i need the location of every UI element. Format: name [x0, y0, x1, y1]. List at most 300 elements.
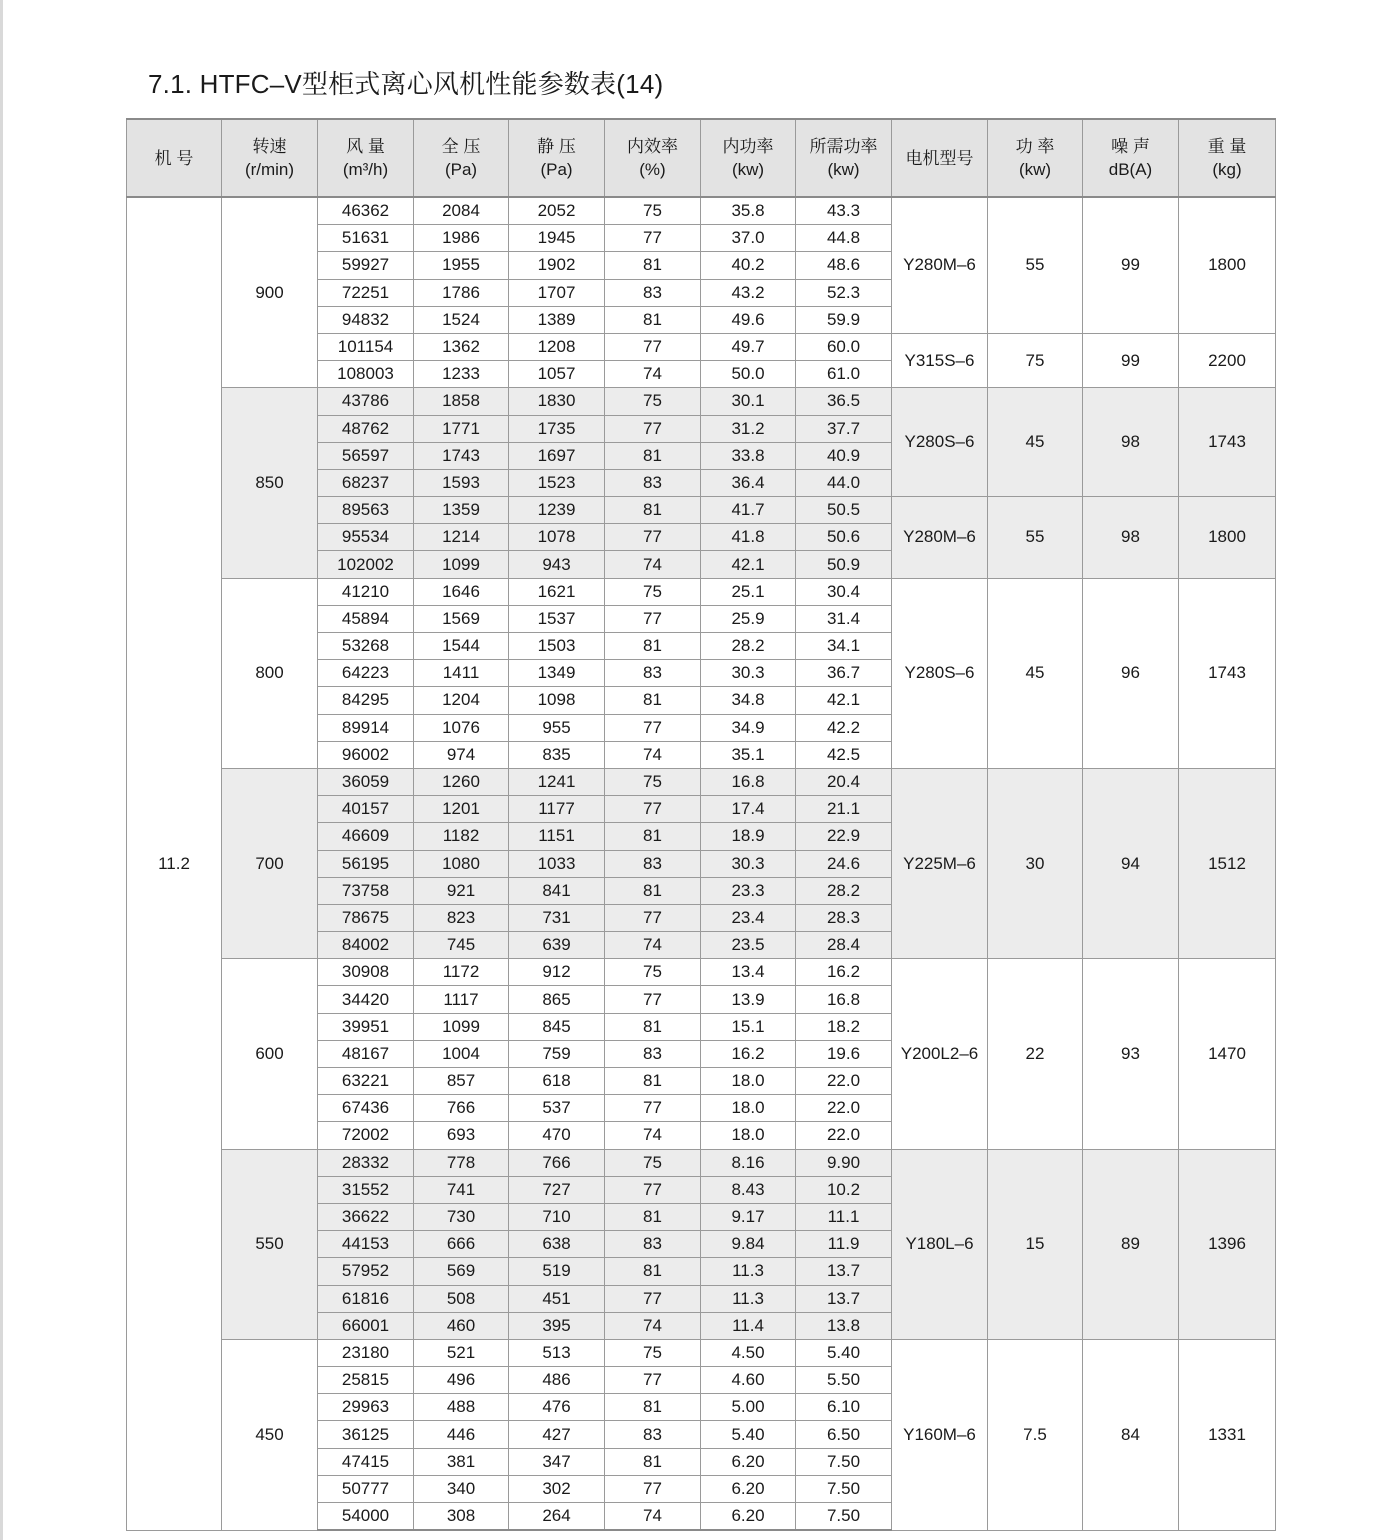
weight-cell: 1743 [1179, 578, 1276, 768]
header-unit: (kg) [1212, 160, 1242, 179]
header-unit: (m³/h) [342, 160, 389, 179]
header-label: 静 压 [537, 137, 576, 156]
speed-cell: 600 [222, 959, 318, 1149]
total-pressure-cell: 730 [414, 1203, 509, 1230]
header-internal-efficiency [605, 119, 701, 197]
required-power-cell: 11.1 [796, 1203, 892, 1230]
total-pressure-cell: 1076 [414, 714, 509, 741]
weight-cell: 1470 [1179, 959, 1276, 1149]
required-power-cell: 22.0 [796, 1095, 892, 1122]
required-power-cell: 37.7 [796, 415, 892, 442]
internal-efficiency-cell: 77 [605, 1095, 701, 1122]
internal-power-cell: 6.20 [701, 1448, 796, 1475]
header-static-pressure [509, 119, 605, 197]
header-label: 全 压 [441, 137, 481, 156]
motor-model-cell: Y315S–6 [892, 333, 988, 387]
internal-power-cell: 11.4 [701, 1312, 796, 1339]
motor-power-cell: 22 [988, 959, 1083, 1149]
internal-efficiency-cell: 77 [605, 415, 701, 442]
required-power-cell: 42.5 [796, 741, 892, 768]
speed-cell: 450 [222, 1339, 318, 1530]
required-power-cell: 24.6 [796, 850, 892, 877]
total-pressure-cell: 446 [414, 1421, 509, 1448]
internal-power-cell: 30.1 [701, 388, 796, 415]
internal-power-cell: 50.0 [701, 361, 796, 388]
total-pressure-cell: 823 [414, 904, 509, 931]
total-pressure-cell: 488 [414, 1394, 509, 1421]
airflow-cell: 43786 [318, 388, 414, 415]
total-pressure-cell: 308 [414, 1503, 509, 1531]
table-row [127, 197, 1276, 225]
total-pressure-cell: 1172 [414, 959, 509, 986]
page-left-edge [0, 0, 3, 1540]
motor-model-cell: Y200L2–6 [892, 959, 988, 1149]
internal-efficiency-cell: 77 [605, 1367, 701, 1394]
total-pressure-cell: 1544 [414, 633, 509, 660]
internal-efficiency-cell: 81 [605, 1068, 701, 1095]
required-power-cell: 22.0 [796, 1122, 892, 1149]
airflow-cell: 57952 [318, 1258, 414, 1285]
header-label: 转速 [252, 137, 287, 156]
static-pressure-cell: 451 [509, 1285, 605, 1312]
motor-power-cell: 45 [988, 388, 1083, 497]
static-pressure-cell: 519 [509, 1258, 605, 1285]
static-pressure-cell: 470 [509, 1122, 605, 1149]
internal-power-cell: 11.3 [701, 1258, 796, 1285]
header-unit: (%) [639, 160, 666, 179]
weight-cell: 1800 [1179, 197, 1276, 333]
required-power-cell: 18.2 [796, 1013, 892, 1040]
internal-efficiency-cell: 77 [605, 904, 701, 931]
required-power-cell: 20.4 [796, 768, 892, 795]
internal-power-cell: 30.3 [701, 660, 796, 687]
static-pressure-cell: 427 [509, 1421, 605, 1448]
internal-efficiency-cell: 77 [605, 1176, 701, 1203]
static-pressure-cell: 766 [509, 1149, 605, 1176]
airflow-cell: 44153 [318, 1231, 414, 1258]
weight-cell: 1743 [1179, 388, 1276, 497]
static-pressure-cell: 1208 [509, 333, 605, 360]
internal-efficiency-cell: 81 [605, 823, 701, 850]
header-unit: (kw) [731, 160, 765, 179]
internal-power-cell: 35.1 [701, 741, 796, 768]
internal-power-cell: 18.0 [701, 1095, 796, 1122]
total-pressure-cell: 1233 [414, 361, 509, 388]
total-pressure-cell: 1955 [414, 252, 509, 279]
airflow-cell: 53268 [318, 633, 414, 660]
header-label: 内功率 [722, 137, 774, 156]
total-pressure-cell: 857 [414, 1068, 509, 1095]
required-power-cell: 7.50 [796, 1475, 892, 1502]
airflow-cell: 73758 [318, 877, 414, 904]
header-motor-power [988, 119, 1083, 197]
motor-model-cell: Y280M–6 [892, 197, 988, 333]
required-power-cell: 60.0 [796, 333, 892, 360]
required-power-cell: 19.6 [796, 1040, 892, 1067]
airflow-cell: 72251 [318, 279, 414, 306]
required-power-cell: 21.1 [796, 796, 892, 823]
total-pressure-cell: 508 [414, 1285, 509, 1312]
header-label: 噪 声 [1111, 137, 1150, 156]
internal-power-cell: 9.17 [701, 1203, 796, 1230]
total-pressure-cell: 1117 [414, 986, 509, 1013]
noise-cell: 89 [1083, 1149, 1179, 1339]
internal-power-cell: 6.20 [701, 1503, 796, 1531]
static-pressure-cell: 845 [509, 1013, 605, 1040]
airflow-cell: 108003 [318, 361, 414, 388]
airflow-cell: 94832 [318, 306, 414, 333]
internal-efficiency-cell: 75 [605, 578, 701, 605]
internal-power-cell: 18.0 [701, 1068, 796, 1095]
static-pressure-cell: 955 [509, 714, 605, 741]
fan-performance-table [126, 118, 1276, 1531]
internal-power-cell: 31.2 [701, 415, 796, 442]
motor-power-cell: 75 [988, 333, 1083, 387]
page-title: 7.1. HTFC–V型柜式离心风机性能参数表(14) [148, 69, 664, 99]
internal-efficiency-cell: 81 [605, 877, 701, 904]
airflow-cell: 96002 [318, 741, 414, 768]
static-pressure-cell: 1697 [509, 442, 605, 469]
required-power-cell: 31.4 [796, 605, 892, 632]
internal-efficiency-cell: 77 [605, 714, 701, 741]
header-label: 内效率 [627, 137, 678, 156]
static-pressure-cell: 710 [509, 1203, 605, 1230]
airflow-cell: 30908 [318, 959, 414, 986]
noise-cell: 84 [1083, 1339, 1179, 1530]
internal-power-cell: 8.43 [701, 1176, 796, 1203]
internal-power-cell: 5.40 [701, 1421, 796, 1448]
static-pressure-cell: 759 [509, 1040, 605, 1067]
required-power-cell: 59.9 [796, 306, 892, 333]
internal-efficiency-cell: 81 [605, 306, 701, 333]
noise-cell: 98 [1083, 388, 1179, 497]
internal-power-cell: 28.2 [701, 633, 796, 660]
static-pressure-cell: 264 [509, 1503, 605, 1531]
internal-power-cell: 25.9 [701, 605, 796, 632]
header-motor-model [892, 119, 988, 197]
static-pressure-cell: 835 [509, 741, 605, 768]
table-row [127, 1339, 1276, 1366]
total-pressure-cell: 693 [414, 1122, 509, 1149]
static-pressure-cell: 1735 [509, 415, 605, 442]
internal-power-cell: 16.2 [701, 1040, 796, 1067]
speed-cell: 850 [222, 388, 318, 578]
noise-cell: 93 [1083, 959, 1179, 1149]
internal-power-cell: 6.20 [701, 1475, 796, 1502]
header-unit: (Pa) [540, 160, 573, 179]
motor-model-cell: Y180L–6 [892, 1149, 988, 1339]
internal-efficiency-cell: 77 [605, 1475, 701, 1502]
header-label: 所需功率 [809, 137, 878, 156]
internal-power-cell: 41.8 [701, 524, 796, 551]
table-body [127, 197, 1276, 1530]
total-pressure-cell: 1593 [414, 469, 509, 496]
internal-power-cell: 37.0 [701, 225, 796, 252]
required-power-cell: 16.8 [796, 986, 892, 1013]
required-power-cell: 52.3 [796, 279, 892, 306]
required-power-cell: 6.50 [796, 1421, 892, 1448]
required-power-cell: 30.4 [796, 578, 892, 605]
noise-cell: 99 [1083, 333, 1179, 387]
airflow-cell: 47415 [318, 1448, 414, 1475]
internal-efficiency-cell: 81 [605, 1203, 701, 1230]
static-pressure-cell: 1057 [509, 361, 605, 388]
internal-efficiency-cell: 75 [605, 768, 701, 795]
static-pressure-cell: 395 [509, 1312, 605, 1339]
internal-efficiency-cell: 74 [605, 932, 701, 959]
total-pressure-cell: 1524 [414, 306, 509, 333]
airflow-cell: 31552 [318, 1176, 414, 1203]
airflow-cell: 66001 [318, 1312, 414, 1339]
internal-power-cell: 4.50 [701, 1339, 796, 1366]
total-pressure-cell: 460 [414, 1312, 509, 1339]
internal-power-cell: 49.6 [701, 306, 796, 333]
airflow-cell: 84295 [318, 687, 414, 714]
motor-model-cell: Y160M–6 [892, 1339, 988, 1530]
total-pressure-cell: 921 [414, 877, 509, 904]
required-power-cell: 50.6 [796, 524, 892, 551]
required-power-cell: 61.0 [796, 361, 892, 388]
static-pressure-cell: 1621 [509, 578, 605, 605]
airflow-cell: 89563 [318, 497, 414, 524]
header-required-power [796, 119, 892, 197]
total-pressure-cell: 1182 [414, 823, 509, 850]
static-pressure-cell: 865 [509, 986, 605, 1013]
internal-power-cell: 13.4 [701, 959, 796, 986]
internal-efficiency-cell: 74 [605, 361, 701, 388]
motor-model-cell: Y280S–6 [892, 388, 988, 497]
airflow-cell: 95534 [318, 524, 414, 551]
motor-power-cell: 55 [988, 497, 1083, 579]
static-pressure-cell: 486 [509, 1367, 605, 1394]
static-pressure-cell: 476 [509, 1394, 605, 1421]
airflow-cell: 28332 [318, 1149, 414, 1176]
static-pressure-cell: 618 [509, 1068, 605, 1095]
total-pressure-cell: 1260 [414, 768, 509, 795]
internal-power-cell: 5.00 [701, 1394, 796, 1421]
total-pressure-cell: 974 [414, 741, 509, 768]
static-pressure-cell: 1098 [509, 687, 605, 714]
total-pressure-cell: 766 [414, 1095, 509, 1122]
required-power-cell: 50.9 [796, 551, 892, 578]
required-power-cell: 40.9 [796, 442, 892, 469]
airflow-cell: 34420 [318, 986, 414, 1013]
airflow-cell: 48167 [318, 1040, 414, 1067]
required-power-cell: 5.40 [796, 1339, 892, 1366]
airflow-cell: 40157 [318, 796, 414, 823]
header-label: 电机型号 [905, 148, 974, 168]
static-pressure-cell: 841 [509, 877, 605, 904]
motor-power-cell: 55 [988, 197, 1083, 333]
total-pressure-cell: 741 [414, 1176, 509, 1203]
internal-efficiency-cell: 77 [605, 986, 701, 1013]
noise-cell: 98 [1083, 497, 1179, 579]
required-power-cell: 34.1 [796, 633, 892, 660]
header-unit: (r/min) [244, 160, 295, 179]
static-pressure-cell: 1239 [509, 497, 605, 524]
internal-efficiency-cell: 75 [605, 197, 701, 225]
airflow-cell: 48762 [318, 415, 414, 442]
internal-efficiency-cell: 81 [605, 442, 701, 469]
internal-power-cell: 25.1 [701, 578, 796, 605]
airflow-cell: 89914 [318, 714, 414, 741]
required-power-cell: 44.8 [796, 225, 892, 252]
required-power-cell: 42.1 [796, 687, 892, 714]
noise-cell: 96 [1083, 578, 1179, 768]
airflow-cell: 102002 [318, 551, 414, 578]
total-pressure-cell: 745 [414, 932, 509, 959]
weight-cell: 1396 [1179, 1149, 1276, 1339]
internal-power-cell: 34.9 [701, 714, 796, 741]
static-pressure-cell: 727 [509, 1176, 605, 1203]
total-pressure-cell: 569 [414, 1258, 509, 1285]
airflow-cell: 61816 [318, 1285, 414, 1312]
internal-efficiency-cell: 75 [605, 388, 701, 415]
airflow-cell: 45894 [318, 605, 414, 632]
required-power-cell: 36.7 [796, 660, 892, 687]
total-pressure-cell: 1080 [414, 850, 509, 877]
required-power-cell: 28.4 [796, 932, 892, 959]
internal-efficiency-cell: 77 [605, 225, 701, 252]
airflow-cell: 36125 [318, 1421, 414, 1448]
required-power-cell: 28.2 [796, 877, 892, 904]
model-number-cell: 11.2 [127, 197, 222, 1530]
airflow-cell: 78675 [318, 904, 414, 931]
static-pressure-cell: 1177 [509, 796, 605, 823]
airflow-cell: 36059 [318, 768, 414, 795]
motor-power-cell: 45 [988, 578, 1083, 768]
total-pressure-cell: 1743 [414, 442, 509, 469]
header-internal-power [701, 119, 796, 197]
header-unit: dB(A) [1108, 160, 1153, 179]
static-pressure-cell: 1503 [509, 633, 605, 660]
internal-power-cell: 11.3 [701, 1285, 796, 1312]
airflow-cell: 25815 [318, 1367, 414, 1394]
static-pressure-cell: 1349 [509, 660, 605, 687]
internal-power-cell: 42.1 [701, 551, 796, 578]
motor-model-cell: Y280M–6 [892, 497, 988, 579]
internal-power-cell: 36.4 [701, 469, 796, 496]
required-power-cell: 11.9 [796, 1231, 892, 1258]
airflow-cell: 23180 [318, 1339, 414, 1366]
airflow-cell: 67436 [318, 1095, 414, 1122]
required-power-cell: 22.0 [796, 1068, 892, 1095]
required-power-cell: 28.3 [796, 904, 892, 931]
weight-cell: 1800 [1179, 497, 1276, 579]
internal-power-cell: 34.8 [701, 687, 796, 714]
motor-power-cell: 15 [988, 1149, 1083, 1339]
airflow-cell: 39951 [318, 1013, 414, 1040]
internal-efficiency-cell: 75 [605, 959, 701, 986]
total-pressure-cell: 1201 [414, 796, 509, 823]
header-unit: (kw) [827, 160, 860, 179]
total-pressure-cell: 1771 [414, 415, 509, 442]
motor-model-cell: Y280S–6 [892, 578, 988, 768]
internal-efficiency-cell: 83 [605, 1040, 701, 1067]
static-pressure-cell: 943 [509, 551, 605, 578]
header-total-pressure [414, 119, 509, 197]
airflow-cell: 72002 [318, 1122, 414, 1149]
static-pressure-cell: 638 [509, 1231, 605, 1258]
required-power-cell: 7.50 [796, 1448, 892, 1475]
internal-efficiency-cell: 74 [605, 1122, 701, 1149]
total-pressure-cell: 1986 [414, 225, 509, 252]
internal-power-cell: 40.2 [701, 252, 796, 279]
static-pressure-cell: 639 [509, 932, 605, 959]
required-power-cell: 9.90 [796, 1149, 892, 1176]
static-pressure-cell: 1902 [509, 252, 605, 279]
header-unit: (Pa) [444, 160, 478, 179]
required-power-cell: 13.7 [796, 1258, 892, 1285]
internal-efficiency-cell: 81 [605, 497, 701, 524]
required-power-cell: 6.10 [796, 1394, 892, 1421]
internal-power-cell: 8.16 [701, 1149, 796, 1176]
static-pressure-cell: 2052 [509, 197, 605, 225]
static-pressure-cell: 347 [509, 1448, 605, 1475]
airflow-cell: 59927 [318, 252, 414, 279]
internal-efficiency-cell: 77 [605, 1285, 701, 1312]
total-pressure-cell: 381 [414, 1448, 509, 1475]
weight-cell: 1331 [1179, 1339, 1276, 1530]
total-pressure-cell: 496 [414, 1367, 509, 1394]
internal-efficiency-cell: 77 [605, 605, 701, 632]
static-pressure-cell: 1523 [509, 469, 605, 496]
header-model-no [127, 119, 222, 197]
internal-power-cell: 13.9 [701, 986, 796, 1013]
internal-power-cell: 23.3 [701, 877, 796, 904]
total-pressure-cell: 1858 [414, 388, 509, 415]
static-pressure-cell: 513 [509, 1339, 605, 1366]
internal-power-cell: 30.3 [701, 850, 796, 877]
airflow-cell: 54000 [318, 1503, 414, 1531]
internal-power-cell: 41.7 [701, 497, 796, 524]
required-power-cell: 16.2 [796, 959, 892, 986]
static-pressure-cell: 537 [509, 1095, 605, 1122]
static-pressure-cell: 1151 [509, 823, 605, 850]
internal-efficiency-cell: 83 [605, 469, 701, 496]
internal-power-cell: 9.84 [701, 1231, 796, 1258]
total-pressure-cell: 1204 [414, 687, 509, 714]
speed-cell: 550 [222, 1149, 318, 1339]
internal-efficiency-cell: 81 [605, 687, 701, 714]
table-row [127, 1149, 1276, 1176]
airflow-cell: 46362 [318, 197, 414, 225]
required-power-cell: 5.50 [796, 1367, 892, 1394]
airflow-cell: 84002 [318, 932, 414, 959]
total-pressure-cell: 1411 [414, 660, 509, 687]
header-label: 重 量 [1207, 137, 1247, 156]
internal-efficiency-cell: 77 [605, 796, 701, 823]
required-power-cell: 13.7 [796, 1285, 892, 1312]
total-pressure-cell: 1004 [414, 1040, 509, 1067]
table-header-row [127, 119, 1276, 197]
header-unit: (kw) [1018, 160, 1052, 179]
table-row [127, 959, 1276, 986]
internal-power-cell: 15.1 [701, 1013, 796, 1040]
internal-efficiency-cell: 75 [605, 1339, 701, 1366]
required-power-cell: 36.5 [796, 388, 892, 415]
internal-power-cell: 4.60 [701, 1367, 796, 1394]
total-pressure-cell: 340 [414, 1475, 509, 1502]
total-pressure-cell: 1099 [414, 1013, 509, 1040]
total-pressure-cell: 1359 [414, 497, 509, 524]
weight-cell: 2200 [1179, 333, 1276, 387]
table-row [127, 388, 1276, 415]
noise-cell: 99 [1083, 197, 1179, 333]
internal-power-cell: 23.4 [701, 904, 796, 931]
airflow-cell: 68237 [318, 469, 414, 496]
header-airflow [318, 119, 414, 197]
